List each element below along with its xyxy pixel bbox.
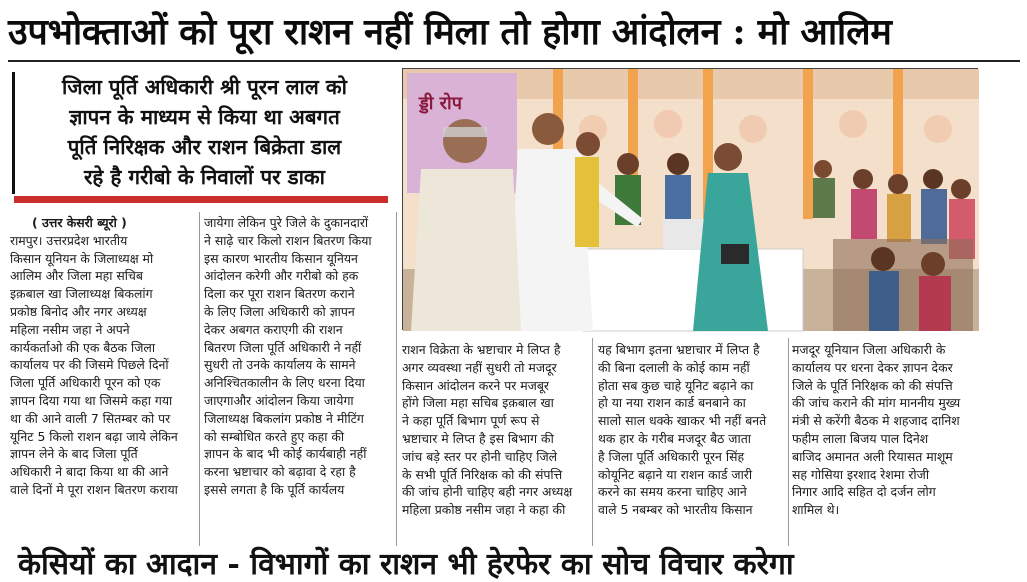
article-line: करने का समय करना चाहिए आने [598, 484, 747, 500]
article-column-3 [402, 341, 588, 546]
article-line: राशन विक्रेता के भ्रष्टाचार मे लिप्त है [402, 342, 561, 357]
article-column-4 [598, 341, 784, 546]
article-line: किसान यूनियन के जिलाध्यक्ष मो [10, 250, 154, 266]
article-line: सुधरी तो उनके कार्यालय के सामने [204, 357, 356, 373]
article-line: रामपुर। उत्तरप्रदेश भारतीय [10, 232, 128, 248]
article-line: है जिला पूर्ति अधिकारी पूरन सिंह [598, 448, 745, 464]
article-line: कार्यकर्ताओ की एक बैठक जिला [10, 339, 156, 355]
article-line: की जांच होनी चाहिए बही नगर अध्यक्ष [402, 484, 573, 500]
column-divider [788, 338, 789, 546]
article-line: दिला कर पूरा राशन बितरण कराने [204, 286, 355, 302]
article-line: प्रकोष्ठ बिनोद और नगर अध्यक्ष [10, 303, 147, 319]
article-line: महिला प्रकोष्ठ नसीम जहा ने कहा की [402, 502, 566, 518]
article-line: इस कारण भारतीय किसान यूनियन [204, 250, 358, 266]
article-column-5 [792, 341, 980, 546]
article-line: सह गोसिया इरशाद रेशमा रोजी [792, 466, 930, 482]
article-line: के लिए जिला अधिकारी को ज्ञापन [204, 303, 355, 319]
next-headline-text: केसियों का आदान - विभागों का राशन भी हेरफेर का सोच विचार करेगा [18, 547, 794, 582]
bureau-credit: ( उत्तर केसरी ब्यूरो ) [32, 215, 127, 230]
article-line: ने कहा पूर्ति बिभाग पूर्ण रूप से [402, 413, 540, 429]
article-line: करना भ्रष्टाचार को बढ़ावा दे रहा है [204, 464, 356, 480]
article-line: फहीम लाला बिजय पाल दिनेश [792, 430, 929, 446]
subheadline-box [12, 72, 394, 194]
article-line: इक़बाल खा जिलाध्यक्ष बिकलांग [10, 286, 153, 302]
article-line: की बिना दलाली के कोई काम नहीं [598, 359, 750, 375]
article-line: थक हार के गरीब मजदूर बैठ जाता [598, 430, 751, 446]
article-line: मंत्री से करेंगी बैठक मे शहजाद दानिश [792, 413, 960, 429]
article-line: जिले के पूर्ति निरिक्षक को की संपत्ति [792, 377, 953, 393]
article-line: कार्यालय पर धरना देकर ज्ञापन देकर [792, 359, 953, 375]
article-line: हो या नया राशन कार्ड बनबाने का [598, 395, 746, 411]
headline: उपभोक्ताओं को पूरा राशन नहीं मिला तो होगा आंदोलन : मो आलिम [8, 11, 892, 53]
article-line: ज्ञापन दिया गया था जिसमे कहा गया [10, 392, 173, 408]
article-line: देकर अबगत कराएगी की राशन [204, 321, 343, 337]
news-photo [402, 68, 978, 330]
article-line: कार्यालय पर की जिसमे पिछले दिनों [10, 357, 169, 373]
article-line: यह बिभाग इतना भ्रष्टाचार में लिप्त है [598, 342, 760, 357]
article-line: कोयूनिट बढ़ाने या राशन कार्ड जारी [598, 466, 753, 482]
article-line: अधिकारी ने बादा किया था की आने [10, 464, 169, 480]
article-line: अनिश्चितकालीन के लिए धरना दिया [204, 375, 365, 391]
article-line: जिला पूर्ति अधिकारी पूरन को एक [10, 375, 161, 391]
article-line: ने साढ़े चार किलो राशन बितरण किया [204, 232, 372, 248]
article-line: के सभी पूर्ति निरिक्षक को की संपत्ति [402, 466, 563, 482]
article-line: बाजिद अमानत अली रियासत माशूम [792, 448, 953, 464]
article-column-1 [10, 214, 196, 544]
column-divider [592, 338, 593, 546]
article-column-2 [204, 214, 392, 544]
article-line: ज्ञापन लेने के बाद जिला पूर्ति [10, 446, 138, 462]
article-line: इससे लगता है कि पूर्ति कार्यलय [204, 481, 345, 497]
article-line: भ्रष्टाचार मे लिप्त है इस बिभाग की [402, 430, 554, 446]
article-line: जायेगा लेकिन पुरे जिले के दुकानदारों [204, 215, 369, 230]
photo-banner-text: ड्डी रोप [419, 93, 462, 114]
article-line: होंगे जिला महा सचिब इक़बाल खा [402, 395, 554, 411]
article-line: जाएगाऔर आंदोलन किया जायेगा [204, 392, 354, 408]
article-line: अगर व्यवस्था नहीं सुधरी तो मजदूर [402, 359, 557, 375]
subheadline-line: रहे है गरीबो के निवालों पर डाका [84, 165, 325, 189]
article-line: को सम्बोधित करते हुए कहा की [204, 428, 345, 444]
article-line: की जांच कराने की मांग माननीय मुख्य [792, 395, 961, 411]
subheadline-red-bar [14, 196, 388, 203]
article-line: वाले दिनों मे पूरा राशन बितरण कराया [10, 481, 178, 497]
article-line: ज्ञापन के बाद भी कोई कार्यबाही नहीं [204, 446, 367, 462]
article-line: शामिल थे। [792, 502, 840, 518]
article-line: यूनिट 5 किलो राशन बढ़ा जाये लेकिन [10, 428, 178, 444]
article-line: था की आने वाली 7 सितम्बर को पर [10, 410, 171, 426]
article-line: वाले 5 नबम्बर को भारतीय किसान [598, 502, 753, 518]
article-line: मजदूर यूनियान जिला अधिकारी के [792, 342, 946, 357]
article-line: होता सब कुछ चाहे यूनिट बढ़ाने का [598, 377, 754, 393]
subheadline-line: ज्ञापन के माध्यम से किया था अबगत [69, 105, 340, 129]
article-line: जांच बड़े स्तर पर होनी चाहिए जिले [402, 448, 558, 464]
article-line: बितरण जिला पूर्ति अधिकारी ने नहीं [204, 339, 362, 355]
column-divider [396, 212, 397, 546]
article-line: आंदोलन करेगी और गरीबो को हक [204, 268, 359, 284]
article-line: सालो साल धक्के खाकर भी नहीं बनते [598, 413, 767, 429]
article-line: जिलाध्यक्ष बिकलांग प्रकोष्ठ ने मीटिंग [204, 410, 364, 426]
article-line: महिला नसीम जहा ने अपने [10, 321, 130, 337]
news-photo-illustration [403, 69, 979, 331]
next-headline-fragment [18, 547, 1008, 582]
article-line: आलिम और जिला महा सचिब [10, 268, 143, 284]
subheadline-line: जिला पूर्ति अधिकारी श्री पूरन लाल को [62, 75, 347, 99]
top-divider [8, 60, 1020, 62]
column-divider [199, 212, 200, 546]
article-line: निगार आदि सहित दो दर्जन लोग [792, 484, 936, 500]
subheadline-line: पूर्ति निरिक्षक और राशन बिक्रेता डाल [67, 135, 342, 159]
article-line: किसान आंदोलन करने पर मजबूर [402, 377, 549, 393]
